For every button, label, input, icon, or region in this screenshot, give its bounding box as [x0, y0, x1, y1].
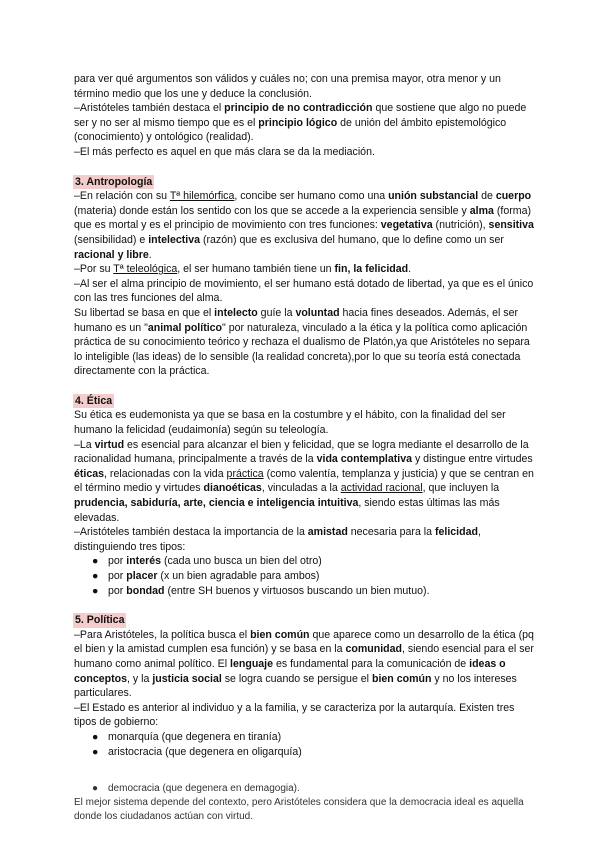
section-heading-antropologia: 3. Antropología [75, 175, 153, 188]
antropologia-paragraph-4: Su libertad se basa en que el intelecto guíe la voluntad hacia fines deseados. Además, el ser humano es un "animal político" por naturaleza, vinculado a la ética y la política como aplicación práctica de su conocimiento teórico y rechaza el dualismo de Platón,ya que Aristóteles no separa lo inteligible (las ideas) de lo sensible (la realidad concreta),por lo que su teoría está conectada directamente con la práctica. [74, 306, 530, 378]
bullet-icon: ● [92, 555, 99, 568]
list-item: ● por placer (x un bien agradable para ambos) [92, 570, 320, 582]
antropologia-paragraph-1: –En relación con su Tª hilemórfica, concibe ser humano como una unión substancial de cuerpo (materia) donde están los sentido con los que se accede a la experiencia sensible y alma (forma) que es mortal y es el principio de movimiento con tres funciones: vegetativa (nutrición), sensitiva (sensibilidad) e intelectiva (razón) que es exclusiva del humano, que lo define como un ser racional y libre. [74, 190, 534, 261]
antropologia-paragraph-3: –Al ser el alma principio de movimiento, el ser humano está dotado de libertad, ya que es el único con las tres funciones del alma. [74, 277, 534, 305]
government-types-list [74, 730, 534, 759]
intro-paragraph-2: –Aristóteles también destaca el principio de no contradicción que sostiene que algo no puede ser y no ser al mismo tiempo que es el principio lógico de unión del ámbito epistemológico (conocimiento) y ontológico (realidad). [74, 102, 527, 144]
etica-paragraph-2: –La virtud es esencial para alcanzar el bien y felicidad, que se logra mediante el desarrollo de la racionalidad humana, principalmente a través de la vida contemplativa y distingue entre virtudes éticas, relacionadas con la vida práctica (como valentía, templanza y justicia) y que se centran en el término medio y virtudes dianoéticas, vinculadas a la actividad racional, que incluyen la prudencia, sabiduría, arte, ciencia e inteligencia intuitiva, siendo estas últimas las más elevadas. [74, 438, 534, 524]
etica-paragraph-3: –Aristóteles también destaca la importancia de la amistad necesaria para la felicidad, distinguiendo tres tipos: [74, 526, 481, 553]
list-item: ● monarquía (que degenera en tiranía) [92, 730, 282, 743]
bullet-icon: ● [92, 730, 99, 743]
section-heading-politica: 5. Política [75, 614, 125, 627]
antropologia-paragraph-2: –Por su Tª teleológica, el ser humano también tiene un fin, la felicidad. [74, 263, 412, 276]
politica-paragraph-1: –Para Aristóteles, la política busca el bien común que aparece como un desarrollo de la ética (pq el bien y la amistad cumplen esa función) y se basa en la comunidad, siendo esencial para el ser humano como animal político. El lenguaje es fundamental para la comunicación de ideas o conceptos, y la justicia social se logra cuando se persigue el bien común y no los intereses particulares. [74, 628, 534, 700]
bullet-icon: ● [92, 584, 99, 597]
page-footer-text [74, 782, 544, 824]
list-item: ● aristocracia (que degenera en oligarquía) [92, 745, 302, 758]
document-page [74, 72, 534, 759]
list-item: ● democracia (que degenera en demagogia). [92, 783, 300, 794]
list-item: ● por bondad (entre SH buenos y virtuosos buscando un bien mutuo). [92, 584, 430, 597]
friendship-types-list [74, 554, 534, 598]
politica-closing-paragraph: El mejor sistema depende del contexto, pero Aristóteles considera que la democracia ideal es aquella donde los ciudadanos actúan con virtud. [74, 797, 524, 822]
bullet-icon: ● [92, 783, 99, 794]
bullet-icon: ● [92, 570, 99, 582]
section-heading-etica: 4. Ética [75, 394, 113, 407]
etica-paragraph-1: Su ética es eudemonista ya que se basa en la costumbre y el hábito, con la finalidad del ser humano la felicidad (eudaimonía) según su teleología. [74, 409, 506, 437]
politica-paragraph-2: –El Estado es anterior al individuo y a la familia, y se caracteriza por la autarquía. Existen tres tipos de gobierno: [74, 701, 515, 729]
bullet-icon: ● [92, 745, 99, 758]
intro-paragraph-1: para ver qué argumentos son válidos y cuáles no; con una premisa mayor, otra menor y un término medio que los une y deduce la conclusión. [74, 73, 501, 100]
list-item: ● por interés (cada uno busca un bien del otro) [92, 555, 322, 568]
intro-paragraph-3: –El más perfecto es aquel en que más clara se da la mediación. [74, 145, 375, 158]
